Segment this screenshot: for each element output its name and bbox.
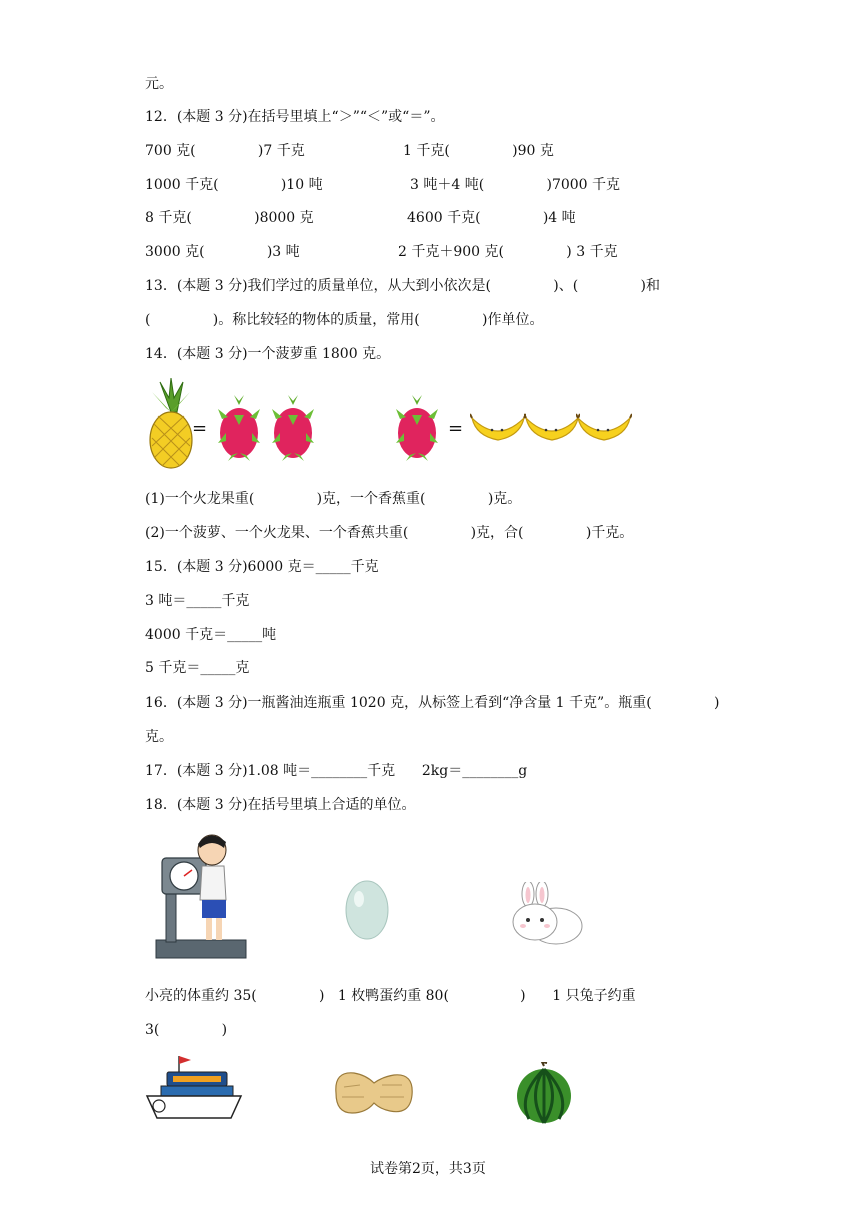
question-16-line2: 克。 [145,729,173,745]
q12-row4-left: 3000 克( )3 吨 [145,244,300,260]
dragonfruit-icon [396,395,438,461]
dragonfruit-icon [218,395,260,461]
question-14-title: 14．(本题 3 分)一个菠萝重 1800 克。 [145,346,391,362]
banana-icon [470,410,526,446]
question-17: 17．(本题 3 分)1.08 吨＝________千克 2kg＝________g [145,763,528,779]
ship-icon [145,1052,243,1120]
rabbit-icon [508,882,584,946]
peanut-icon [330,1067,416,1119]
continued-text: 元。 [145,76,173,92]
q12-row3-right: 4600 千克( )4 吨 [407,210,576,226]
pineapple-icon [146,378,196,470]
question-18-title: 18．(本题 3 分)在括号里填上合适的单位。 [145,797,416,813]
q12-row4-right: 2 千克＋900 克( ) 3 千克 [398,244,618,260]
equals-sign-1: = [192,418,208,439]
banana-icon [576,410,632,446]
q12-row2-left: 1000 千克( )10 吨 [145,177,323,193]
dragonfruit-icon [272,395,314,461]
question-15-line4: 5 千克＝_____克 [145,660,250,676]
question-15-line2: 3 吨＝_____千克 [145,593,250,609]
page-footer: 试卷第2页，共3页 [370,1161,486,1177]
question-18-line1: 小亮的体重约 35( ) 1 枚鸭蛋约重 80( ) 1 只兔子约重 [145,988,636,1004]
question-16-line1: 16．(本题 3 分)一瓶酱油连瓶重 1020 克，从标签上看到“净含量 1 千克”。瓶重( ) [145,695,720,711]
banana-icon [524,410,580,446]
duck-egg-icon [344,879,390,941]
question-14-sub2: (2)一个菠萝、一个火龙果、一个香蕉共重( )克，合( )千克。 [145,525,634,541]
q12-row3-left: 8 千克( )8000 克 [145,210,314,226]
q12-row1-left: 700 克( )7 千克 [145,143,305,159]
question-15-line1: 15．(本题 3 分)6000 克＝_____千克 [145,559,379,575]
q12-row1-right: 1 千克( )90 克 [403,143,554,159]
question-13-line2: ( )。称比较轻的物体的质量，常用( )作单位。 [145,312,544,328]
question-15-line3: 4000 千克＝_____吨 [145,627,277,643]
equals-sign-2: = [448,418,464,439]
watermelon-icon [515,1062,573,1124]
question-18-line2: 3( ) [145,1022,228,1038]
boy-on-scale-icon [152,828,252,962]
question-14-sub1: (1)一个火龙果重( )克，一个香蕉重( )克。 [145,491,522,507]
question-13-line1: 13．(本题 3 分)我们学过的质量单位，从大到小依次是( )、( )和 [145,278,660,294]
question-12-title: 12．(本题 3 分)在括号里填上“＞”“＜”或“＝”。 [145,109,445,125]
q12-row2-right: 3 吨＋4 吨( )7000 千克 [410,177,621,193]
